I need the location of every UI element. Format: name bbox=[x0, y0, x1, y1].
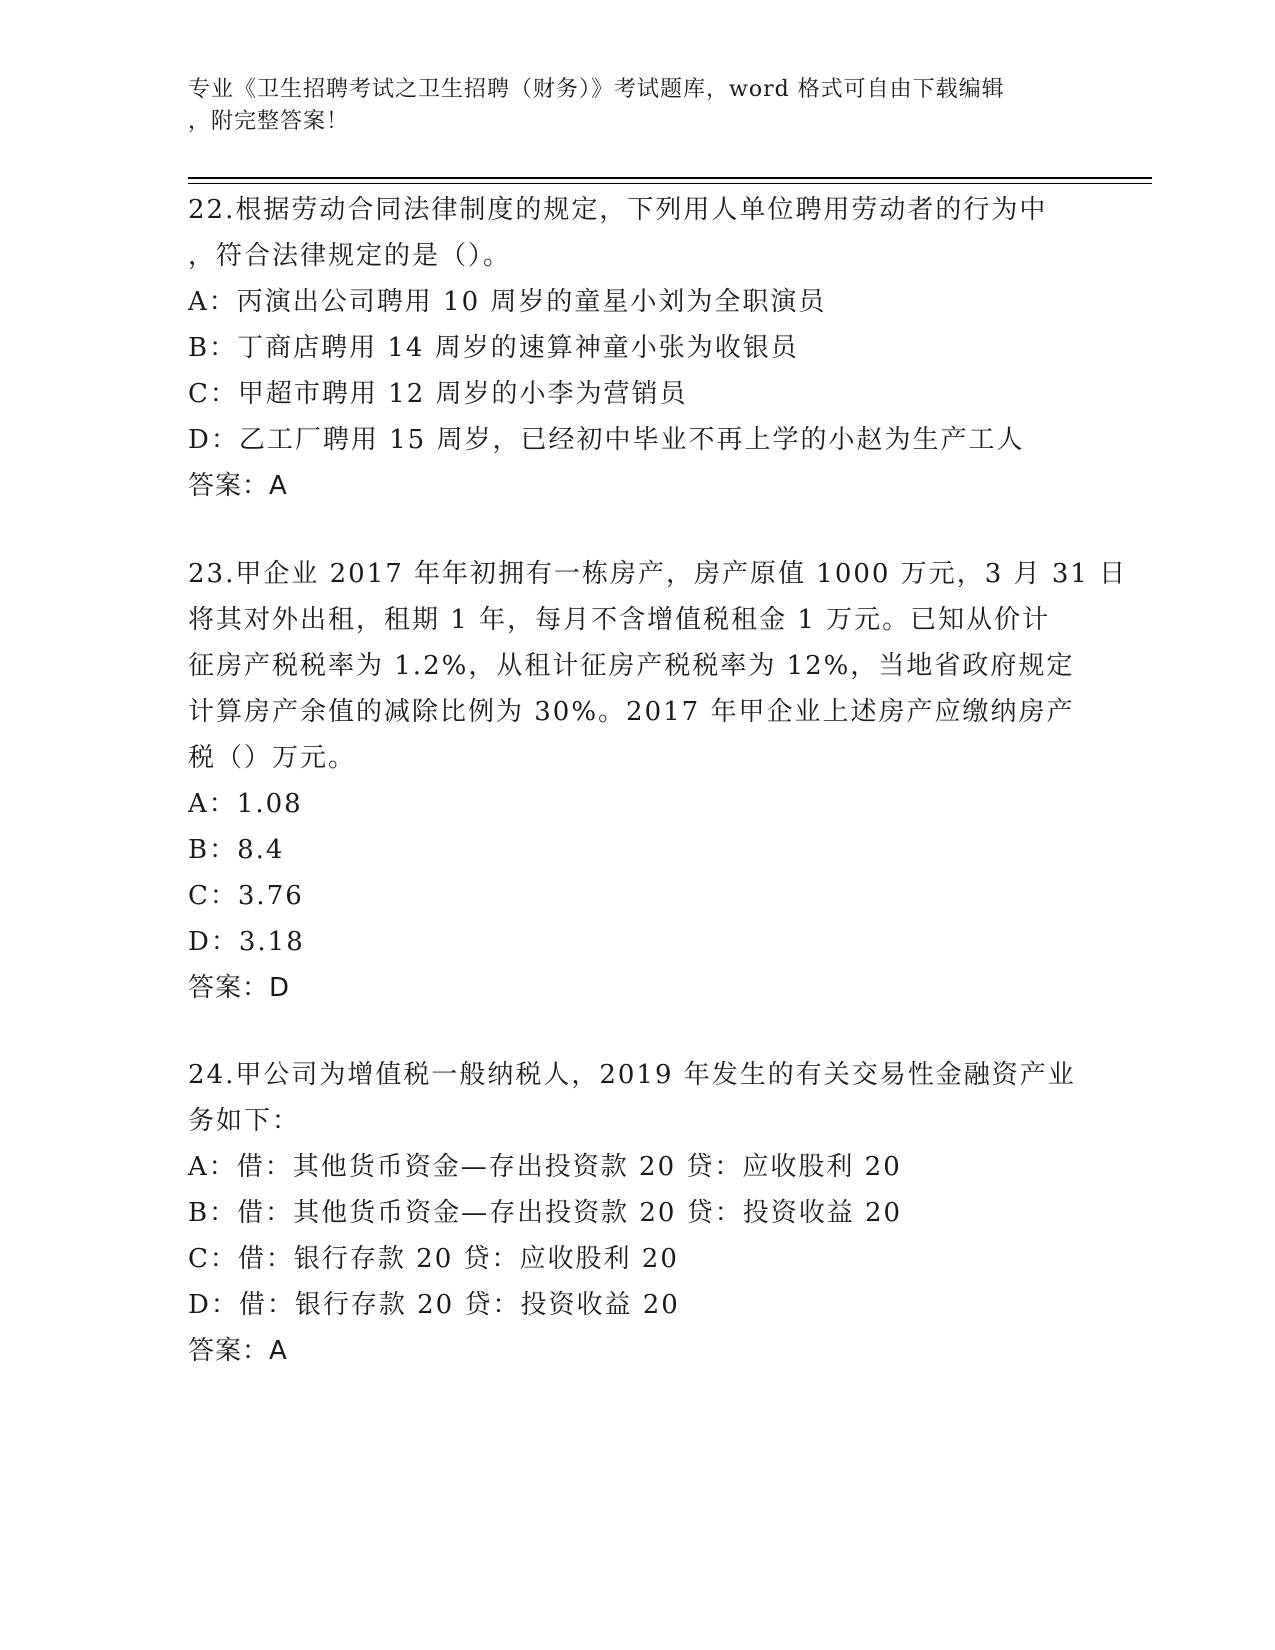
question-22 bbox=[188, 187, 1088, 509]
header-divider-thick bbox=[188, 177, 1152, 179]
option-a: A：借：其他货币资金—存出投资款 20 贷：应收股利 20 bbox=[188, 1152, 902, 1182]
option-b: B：8.4 bbox=[188, 835, 285, 865]
header-line: ，附完整答案！ bbox=[188, 109, 350, 134]
option-b: B：丁商店聘用 14 周岁的速算神童小张为收银员 bbox=[188, 333, 799, 363]
question-stem-line: 将其对外出租，租期 1 年，每月不含增值税租金 1 万元。已知从价计 bbox=[188, 605, 1051, 635]
option-c: C：甲超市聘用 12 周岁的小李为营销员 bbox=[188, 379, 688, 409]
option-c: C：借：银行存款 20 贷：应收股利 20 bbox=[188, 1244, 679, 1274]
question-stem-line: 务如下： bbox=[188, 1106, 301, 1136]
question-stem-line: 24.甲公司为增值税一般纳税人，2019 年发生的有关交易性金融资产业 bbox=[188, 1060, 1076, 1090]
question-23 bbox=[188, 551, 1128, 1011]
question-stem-line: 计算房产余值的减除比例为 30%。2017 年甲企业上述房产应缴纳房产 bbox=[188, 697, 1075, 727]
question-24 bbox=[188, 1052, 1088, 1374]
header-divider-thin bbox=[188, 183, 1152, 184]
answer-line: 答案：A bbox=[188, 1336, 288, 1366]
answer-line: 答案：D bbox=[188, 973, 291, 1003]
document-header bbox=[188, 74, 1088, 138]
option-a: A：丙演出公司聘用 10 周岁的童星小刘为全职演员 bbox=[188, 287, 827, 317]
question-stem-line: 23.甲企业 2017 年年初拥有一栋房产，房产原值 1000 万元，3 月 31 日 bbox=[188, 559, 1128, 589]
question-stem-line: ，符合法律规定的是（）。 bbox=[188, 241, 512, 271]
question-stem-line: 22.根据劳动合同法律制度的规定，下列用人单位聘用劳动者的行为中 bbox=[188, 195, 1048, 225]
question-stem-line: 征房产税税率为 1.2%，从租计征房产税税率为 12%，当地省政府规定 bbox=[188, 651, 1075, 681]
option-d: D：3.18 bbox=[188, 927, 305, 957]
option-c: C：3.76 bbox=[188, 881, 304, 911]
header-line: 专业《卫生招聘考试之卫生招聘（财务）》考试题库，word 格式可自由下载编辑 bbox=[188, 77, 1005, 102]
answer-line: 答案：A bbox=[188, 471, 288, 501]
question-stem-line: 税（）万元。 bbox=[188, 743, 357, 773]
option-a: A：1.08 bbox=[188, 789, 303, 819]
option-d: D：乙工厂聘用 15 周岁，已经初中毕业不再上学的小赵为生产工人 bbox=[188, 425, 1025, 455]
option-b: B：借：其他货币资金—存出投资款 20 贷：投资收益 20 bbox=[188, 1198, 903, 1228]
option-d: D：借：银行存款 20 贷：投资收益 20 bbox=[188, 1290, 680, 1320]
